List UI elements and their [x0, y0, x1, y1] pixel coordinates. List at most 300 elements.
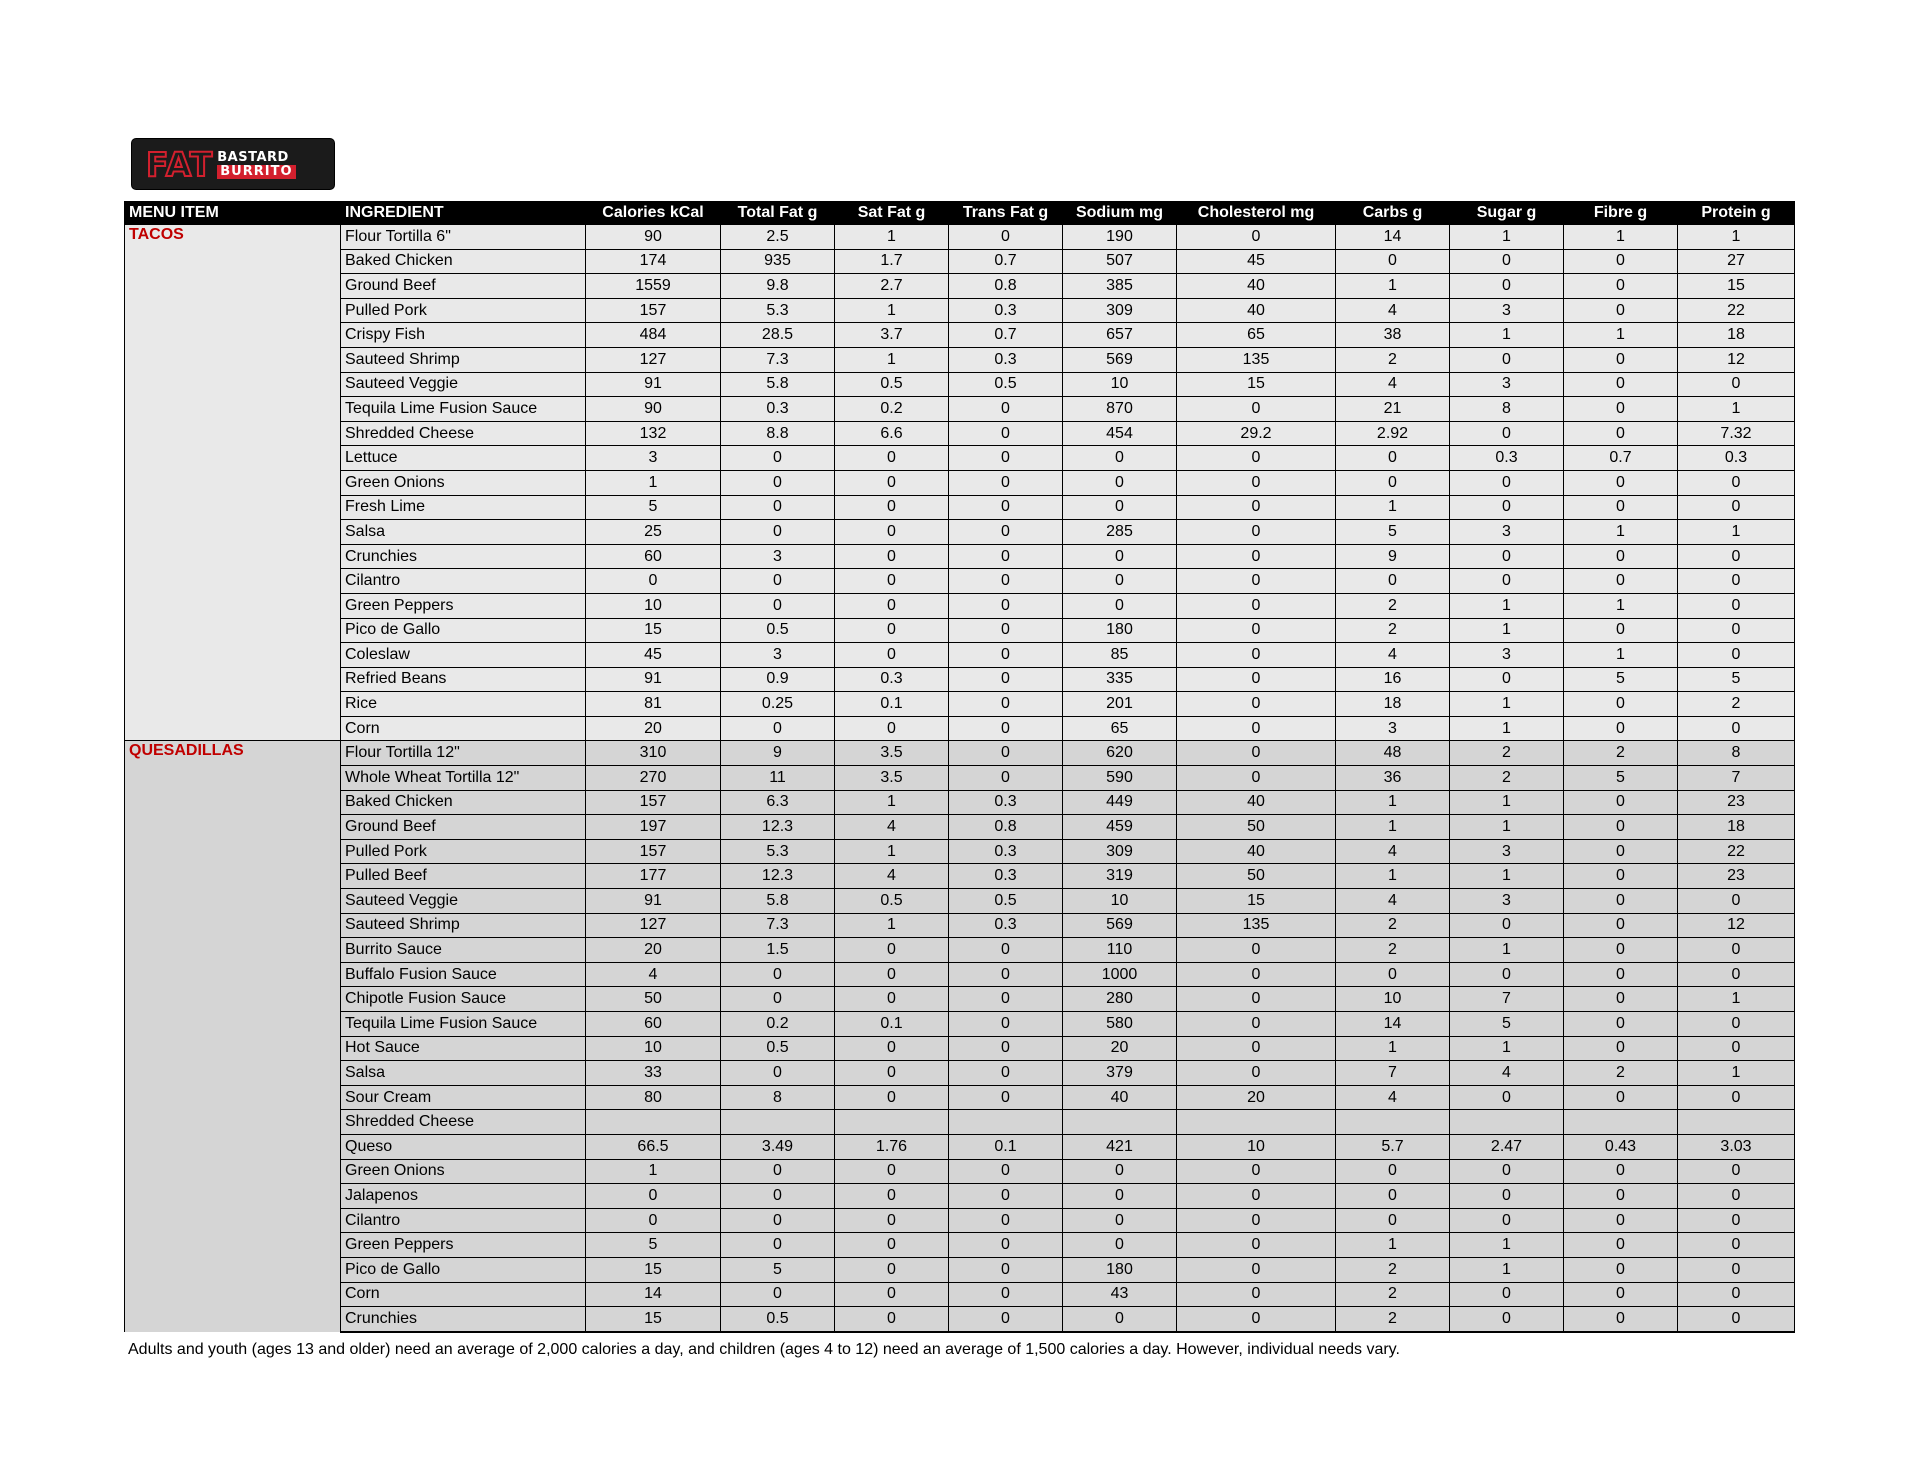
value-cell: 1 [586, 470, 721, 495]
value-cell: 0 [1564, 1257, 1678, 1282]
table-row [125, 667, 1795, 692]
value-cell: 0 [586, 569, 721, 594]
value-cell: 0.5 [949, 372, 1063, 397]
value-cell: 0 [721, 446, 835, 471]
value-cell: 0.3 [835, 667, 949, 692]
value-cell: 0.2 [721, 1012, 835, 1037]
value-cell: 1 [1336, 815, 1450, 840]
value-cell: 23 [1678, 864, 1795, 889]
ingredient-cell: Tequila Lime Fusion Sauce [341, 1012, 586, 1037]
value-cell: 507 [1063, 249, 1177, 274]
value-cell: 0.43 [1564, 1134, 1678, 1159]
value-cell: 0 [721, 593, 835, 618]
value-cell: 91 [586, 372, 721, 397]
ingredient-cell: Baked Chicken [341, 790, 586, 815]
table-row [125, 790, 1795, 815]
value-cell: 16 [1336, 667, 1450, 692]
value-cell: 1 [1564, 643, 1678, 668]
value-cell: 85 [1063, 643, 1177, 668]
value-cell: 0 [835, 470, 949, 495]
value-cell: 0 [1450, 421, 1564, 446]
ingredient-cell: Cilantro [341, 1208, 586, 1233]
value-cell: 0 [1177, 569, 1336, 594]
ingredient-cell: Sour Cream [341, 1085, 586, 1110]
value-cell: 0 [1678, 544, 1795, 569]
value-cell: 38 [1336, 323, 1450, 348]
ingredient-cell: Green Onions [341, 1159, 586, 1184]
value-cell: 0 [835, 569, 949, 594]
value-cell: 0 [949, 1036, 1063, 1061]
value-cell: 0 [721, 987, 835, 1012]
value-cell: 1 [1678, 1061, 1795, 1086]
value-cell: 0 [1678, 618, 1795, 643]
value-cell: 91 [586, 667, 721, 692]
value-cell: 0.5 [721, 1307, 835, 1332]
value-cell: 0 [1177, 667, 1336, 692]
value-cell: 0 [1564, 1159, 1678, 1184]
table-row [125, 544, 1795, 569]
value-cell: 2 [1336, 1307, 1450, 1332]
value-cell: 0 [1564, 1184, 1678, 1209]
value-cell: 43 [1063, 1282, 1177, 1307]
value-cell: 2 [1336, 347, 1450, 372]
value-cell: 0 [949, 1012, 1063, 1037]
value-cell: 0 [1450, 470, 1564, 495]
value-cell: 21 [1336, 397, 1450, 422]
value-cell: 0 [835, 1257, 949, 1282]
value-cell: 0 [1336, 1208, 1450, 1233]
value-cell: 0 [949, 569, 1063, 594]
value-cell: 1 [1450, 1257, 1564, 1282]
value-cell: 0 [1678, 938, 1795, 963]
ingredient-cell: Chipotle Fusion Sauce [341, 987, 586, 1012]
table-row [125, 323, 1795, 348]
value-cell: 40 [1177, 839, 1336, 864]
value-cell: 3 [586, 446, 721, 471]
value-cell: 0 [835, 1036, 949, 1061]
value-cell: 0 [1336, 1159, 1450, 1184]
value-cell: 0 [949, 1159, 1063, 1184]
value-cell: 0 [1336, 1184, 1450, 1209]
value-cell: 3.5 [835, 766, 949, 791]
value-cell: 0 [1564, 987, 1678, 1012]
ingredient-cell: Sauteed Shrimp [341, 347, 586, 372]
value-cell: 1 [1336, 1233, 1450, 1258]
ingredient-cell: Green Peppers [341, 1233, 586, 1258]
value-cell: 0.5 [721, 618, 835, 643]
value-cell: 0 [1564, 889, 1678, 914]
value-cell [835, 1110, 949, 1135]
value-cell: 0 [949, 544, 1063, 569]
value-cell: 2.92 [1336, 421, 1450, 446]
value-cell: 3 [1450, 643, 1564, 668]
value-cell: 0 [1564, 962, 1678, 987]
value-cell: 0 [586, 1184, 721, 1209]
col-header-carbs: Carbs g [1336, 202, 1450, 225]
value-cell: 10 [1063, 889, 1177, 914]
value-cell: 15 [1177, 889, 1336, 914]
table-row [125, 298, 1795, 323]
value-cell: 4 [1336, 889, 1450, 914]
table-row [125, 962, 1795, 987]
value-cell: 0 [721, 716, 835, 741]
ingredient-cell: Ground Beef [341, 815, 586, 840]
value-cell: 0 [1177, 643, 1336, 668]
value-cell [949, 1110, 1063, 1135]
ingredient-cell: Tequila Lime Fusion Sauce [341, 397, 586, 422]
value-cell: 0 [835, 1184, 949, 1209]
value-cell: 33 [586, 1061, 721, 1086]
value-cell: 0 [1564, 938, 1678, 963]
value-cell: 2 [1336, 593, 1450, 618]
value-cell: 0 [1450, 1184, 1564, 1209]
table-row [125, 225, 1795, 250]
value-cell: 0 [1063, 1159, 1177, 1184]
table-row [125, 1134, 1795, 1159]
value-cell: 0 [835, 643, 949, 668]
value-cell: 1 [1678, 225, 1795, 250]
table-row [125, 446, 1795, 471]
value-cell: 1 [1450, 864, 1564, 889]
value-cell: 1 [1336, 864, 1450, 889]
value-cell: 0 [1063, 1307, 1177, 1332]
value-cell: 0 [949, 618, 1063, 643]
value-cell: 0 [1450, 1159, 1564, 1184]
table-row [125, 839, 1795, 864]
logo-fat-text: FAT [146, 144, 214, 184]
value-cell: 0 [1564, 839, 1678, 864]
value-cell: 0 [1564, 692, 1678, 717]
value-cell: 25 [586, 520, 721, 545]
table-row [125, 1110, 1795, 1135]
value-cell: 0.3 [949, 298, 1063, 323]
ingredient-cell: Pico de Gallo [341, 618, 586, 643]
value-cell: 0 [1678, 470, 1795, 495]
value-cell: 7 [1450, 987, 1564, 1012]
brand-logo [132, 139, 334, 189]
value-cell: 0.3 [949, 347, 1063, 372]
value-cell: 484 [586, 323, 721, 348]
col-header-cholesterol: Cholesterol mg [1177, 202, 1336, 225]
value-cell: 0 [1177, 470, 1336, 495]
value-cell: 2.47 [1450, 1134, 1564, 1159]
table-row [125, 643, 1795, 668]
table-row [125, 569, 1795, 594]
table-row [125, 1036, 1795, 1061]
value-cell: 5 [1564, 667, 1678, 692]
table-row [125, 470, 1795, 495]
value-cell: 0 [1678, 1282, 1795, 1307]
table-row [125, 987, 1795, 1012]
ingredient-cell: Crunchies [341, 1307, 586, 1332]
value-cell: 4 [835, 864, 949, 889]
value-cell: 0 [949, 1233, 1063, 1258]
value-cell: 4 [835, 815, 949, 840]
value-cell: 65 [1063, 716, 1177, 741]
value-cell: 90 [586, 397, 721, 422]
ingredient-cell: Lettuce [341, 446, 586, 471]
value-cell: 2.7 [835, 274, 949, 299]
value-cell: 5.8 [721, 889, 835, 914]
value-cell: 127 [586, 913, 721, 938]
value-cell: 3 [721, 544, 835, 569]
value-cell [721, 1110, 835, 1135]
value-cell: 0 [835, 446, 949, 471]
ingredient-cell: Sauteed Veggie [341, 372, 586, 397]
value-cell: 0 [1063, 1184, 1177, 1209]
value-cell: 3 [1450, 839, 1564, 864]
value-cell: 0 [949, 593, 1063, 618]
value-cell: 0 [949, 446, 1063, 471]
value-cell: 0 [835, 593, 949, 618]
value-cell: 81 [586, 692, 721, 717]
ingredient-cell: Flour Tortilla 12" [341, 741, 586, 766]
value-cell: 0 [1564, 495, 1678, 520]
value-cell: 8 [1678, 741, 1795, 766]
value-cell: 0 [1063, 470, 1177, 495]
table-header-row [125, 202, 1795, 225]
value-cell: 1 [1450, 593, 1564, 618]
value-cell: 9 [721, 741, 835, 766]
value-cell: 0 [1177, 1036, 1336, 1061]
ingredient-cell: Corn [341, 716, 586, 741]
value-cell: 0 [1678, 1208, 1795, 1233]
value-cell: 590 [1063, 766, 1177, 791]
value-cell: 0 [1336, 962, 1450, 987]
value-cell: 180 [1063, 618, 1177, 643]
value-cell: 0 [1177, 938, 1336, 963]
value-cell: 0 [949, 1184, 1063, 1209]
ingredient-cell: Cilantro [341, 569, 586, 594]
value-cell: 0 [1564, 716, 1678, 741]
value-cell: 0 [586, 1208, 721, 1233]
table-row [125, 249, 1795, 274]
value-cell: 15 [1678, 274, 1795, 299]
value-cell: 4 [1336, 643, 1450, 668]
value-cell: 15 [1177, 372, 1336, 397]
value-cell: 0 [1063, 495, 1177, 520]
value-cell: 11 [721, 766, 835, 791]
value-cell: 0 [1177, 446, 1336, 471]
col-header-total-fat: Total Fat g [721, 202, 835, 225]
value-cell: 0 [1450, 1282, 1564, 1307]
value-cell: 4 [1336, 372, 1450, 397]
ingredient-cell: Fresh Lime [341, 495, 586, 520]
ingredient-cell: Pulled Beef [341, 864, 586, 889]
ingredient-cell: Whole Wheat Tortilla 12" [341, 766, 586, 791]
value-cell: 0 [1177, 397, 1336, 422]
value-cell: 10 [586, 593, 721, 618]
value-cell: 14 [1336, 225, 1450, 250]
value-cell: 9 [1336, 544, 1450, 569]
value-cell [1063, 1110, 1177, 1135]
value-cell: 0 [1450, 347, 1564, 372]
value-cell: 569 [1063, 913, 1177, 938]
ingredient-cell: Flour Tortilla 6" [341, 225, 586, 250]
ingredient-cell: Green Onions [341, 470, 586, 495]
value-cell: 0 [1564, 1282, 1678, 1307]
ingredient-cell: Burrito Sauce [341, 938, 586, 963]
value-cell: 0 [1063, 1233, 1177, 1258]
ingredient-cell: Hot Sauce [341, 1036, 586, 1061]
ingredient-cell: Crunchies [341, 544, 586, 569]
value-cell: 1 [1564, 520, 1678, 545]
value-cell: 12.3 [721, 864, 835, 889]
nutrition-table [124, 201, 1795, 1333]
value-cell: 0 [1450, 667, 1564, 692]
ingredient-cell: Pulled Pork [341, 839, 586, 864]
value-cell: 65 [1177, 323, 1336, 348]
value-cell: 0 [1564, 913, 1678, 938]
table-row [125, 520, 1795, 545]
value-cell: 5 [1678, 667, 1795, 692]
value-cell: 0 [1063, 569, 1177, 594]
value-cell: 0 [1564, 618, 1678, 643]
value-cell: 0 [1177, 741, 1336, 766]
value-cell: 36 [1336, 766, 1450, 791]
value-cell: 29.2 [1177, 421, 1336, 446]
value-cell: 23 [1678, 790, 1795, 815]
value-cell: 620 [1063, 741, 1177, 766]
value-cell: 174 [586, 249, 721, 274]
value-cell: 40 [1177, 298, 1336, 323]
value-cell: 50 [586, 987, 721, 1012]
value-cell: 20 [1177, 1085, 1336, 1110]
value-cell: 7 [1678, 766, 1795, 791]
value-cell: 0 [835, 520, 949, 545]
value-cell: 157 [586, 790, 721, 815]
value-cell: 0 [835, 938, 949, 963]
table-row [125, 274, 1795, 299]
table-row [125, 1208, 1795, 1233]
value-cell: 10 [1063, 372, 1177, 397]
value-cell: 1 [1450, 618, 1564, 643]
value-cell: 0 [721, 495, 835, 520]
value-cell: 0 [1564, 1208, 1678, 1233]
value-cell: 0 [949, 938, 1063, 963]
ingredient-cell: Sauteed Shrimp [341, 913, 586, 938]
table-row [125, 864, 1795, 889]
value-cell: 5 [1450, 1012, 1564, 1037]
value-cell: 1 [835, 298, 949, 323]
value-cell: 0 [1336, 470, 1450, 495]
value-cell: 20 [1063, 1036, 1177, 1061]
value-cell: 4 [1450, 1061, 1564, 1086]
value-cell: 0 [949, 225, 1063, 250]
value-cell: 0 [1564, 1012, 1678, 1037]
value-cell: 449 [1063, 790, 1177, 815]
value-cell: 45 [586, 643, 721, 668]
value-cell: 20 [586, 716, 721, 741]
value-cell: 0 [1564, 544, 1678, 569]
value-cell: 0 [949, 1307, 1063, 1332]
col-header-menu-item: MENU ITEM [125, 202, 341, 225]
value-cell: 0 [1177, 520, 1336, 545]
value-cell: 3 [1450, 889, 1564, 914]
value-cell: 3 [1450, 520, 1564, 545]
value-cell: 1 [1564, 593, 1678, 618]
table-row [125, 913, 1795, 938]
value-cell: 1 [1336, 1036, 1450, 1061]
value-cell: 2 [1450, 741, 1564, 766]
value-cell: 10 [586, 1036, 721, 1061]
value-cell: 14 [1336, 1012, 1450, 1037]
value-cell: 0 [721, 569, 835, 594]
value-cell: 0 [949, 1085, 1063, 1110]
value-cell: 0 [949, 470, 1063, 495]
table-row [125, 593, 1795, 618]
value-cell: 1 [1450, 716, 1564, 741]
value-cell: 0 [1450, 495, 1564, 520]
value-cell: 10 [1336, 987, 1450, 1012]
table-row [125, 372, 1795, 397]
value-cell: 157 [586, 298, 721, 323]
value-cell: 0 [1678, 1307, 1795, 1332]
value-cell: 1 [1450, 938, 1564, 963]
value-cell: 0.7 [949, 323, 1063, 348]
value-cell: 2 [1450, 766, 1564, 791]
value-cell: 0.3 [949, 839, 1063, 864]
table-row [125, 1282, 1795, 1307]
table-row [125, 766, 1795, 791]
value-cell: 0 [949, 1061, 1063, 1086]
value-cell: 0.1 [835, 692, 949, 717]
value-cell: 45 [1177, 249, 1336, 274]
value-cell: 0 [1063, 446, 1177, 471]
value-cell: 9.8 [721, 274, 835, 299]
value-cell: 80 [586, 1085, 721, 1110]
value-cell: 2 [1564, 741, 1678, 766]
value-cell: 110 [1063, 938, 1177, 963]
value-cell: 935 [721, 249, 835, 274]
value-cell: 0.25 [721, 692, 835, 717]
value-cell: 580 [1063, 1012, 1177, 1037]
value-cell: 0 [949, 397, 1063, 422]
value-cell: 1559 [586, 274, 721, 299]
value-cell: 0 [949, 766, 1063, 791]
value-cell: 0 [1678, 593, 1795, 618]
table-row [125, 421, 1795, 446]
value-cell: 0 [1678, 569, 1795, 594]
value-cell: 0 [1678, 372, 1795, 397]
value-cell: 0 [1564, 864, 1678, 889]
value-cell: 1 [835, 225, 949, 250]
value-cell [1678, 1110, 1795, 1135]
value-cell: 7.32 [1678, 421, 1795, 446]
value-cell: 5.3 [721, 298, 835, 323]
value-cell: 0 [1564, 372, 1678, 397]
value-cell: 0 [949, 520, 1063, 545]
value-cell: 4 [586, 962, 721, 987]
value-cell: 0 [949, 716, 1063, 741]
value-cell: 0.8 [949, 274, 1063, 299]
value-cell: 0 [835, 962, 949, 987]
value-cell: 0.7 [1564, 446, 1678, 471]
ingredient-cell: Corn [341, 1282, 586, 1307]
col-header-fibre: Fibre g [1564, 202, 1678, 225]
value-cell: 1 [1450, 323, 1564, 348]
value-cell: 0 [1678, 1036, 1795, 1061]
value-cell: 3.03 [1678, 1134, 1795, 1159]
ingredient-cell: Ground Beef [341, 274, 586, 299]
value-cell: 309 [1063, 298, 1177, 323]
value-cell: 0 [835, 618, 949, 643]
value-cell: 309 [1063, 839, 1177, 864]
value-cell: 157 [586, 839, 721, 864]
value-cell: 28.5 [721, 323, 835, 348]
value-cell: 0 [1678, 1184, 1795, 1209]
value-cell: 0 [1177, 618, 1336, 643]
